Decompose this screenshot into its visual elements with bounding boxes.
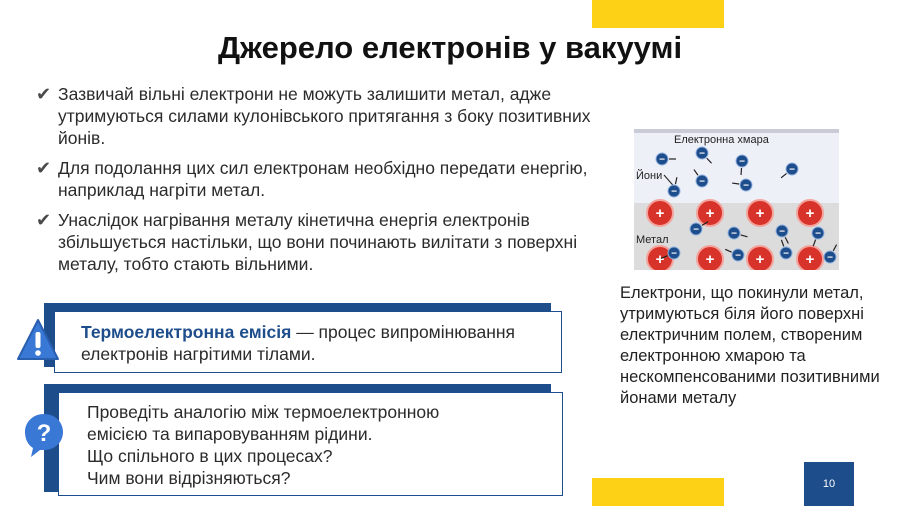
check-icon: ✔ (36, 158, 52, 178)
svg-text:+: + (805, 205, 815, 222)
svg-text:+: + (755, 205, 765, 222)
svg-text:+: + (755, 251, 765, 268)
warning-icon (16, 317, 60, 363)
ion (697, 200, 723, 226)
check-icon: ✔ (36, 84, 52, 104)
question-bubble-icon (22, 411, 66, 459)
decorative-bottom-bar (592, 478, 724, 506)
question-line: Проведіть аналогію між термоелектронною (87, 402, 440, 422)
svg-text:−: − (659, 154, 665, 166)
svg-text:+: + (655, 251, 665, 268)
question-line: емісією та випаровуванням рідини. (87, 424, 373, 444)
svg-text:−: − (739, 156, 745, 168)
ion (647, 200, 673, 226)
slide-title: Джерело електронів у вакуумі (217, 30, 683, 65)
svg-text:−: − (779, 226, 785, 238)
svg-text:−: − (735, 250, 741, 262)
bullet-text: Унаслідок нагрівання металу кінетична енергія електронів збільшується настільки, що вони починають вилітати з поверхні металу, тобто стають вільними. (58, 210, 578, 274)
electron-cloud-figure (634, 129, 839, 270)
svg-text:−: − (671, 186, 677, 198)
definition-text: — процес випромінювання електронів нагрітими тілами. (81, 322, 516, 364)
svg-text:+: + (655, 205, 665, 222)
figure-caption: Електрони, що покинули метал, утримуються біля його поверхні електричним полем, створеним електронною хмарою та нескомпенсованими позитивними йонами металу (620, 284, 880, 407)
question-box (58, 392, 563, 496)
svg-text:?: ? (36, 420, 52, 447)
svg-text:−: − (693, 224, 699, 236)
svg-text:−: − (699, 148, 705, 160)
decorative-top-bar (592, 0, 724, 28)
page-number: 10 (804, 462, 854, 506)
ion (747, 200, 773, 226)
svg-text:+: + (705, 251, 715, 268)
svg-text:−: − (789, 164, 795, 176)
svg-text:−: − (815, 228, 821, 240)
question-line: Чим вони відрізняються? (87, 468, 291, 488)
svg-text:+: + (705, 205, 715, 222)
svg-text:+: + (805, 251, 815, 268)
figure-label-ions: Йони (636, 170, 663, 182)
ion (697, 246, 723, 270)
bullet-text: Для подолання цих сил електронам необхідно передати енергію, наприклад нагріти метал. (58, 158, 588, 200)
bullet-item (36, 157, 616, 201)
ion (797, 200, 823, 226)
bullet-item (36, 209, 616, 275)
svg-text:−: − (671, 248, 677, 260)
definition-box (54, 311, 562, 373)
definition-term: Термоелектронна емісія (81, 322, 292, 342)
check-icon: ✔ (36, 210, 52, 230)
question-line: Що спільного в цих процесах? (87, 446, 333, 466)
ion (797, 246, 823, 270)
bullet-item (36, 83, 616, 149)
bullet-text: Зазвичай вільні електрони не можуть залишити метал, адже утримуються силами кулонівського притягання з боку позитивних йонів. (58, 84, 591, 148)
ion (747, 246, 773, 270)
figure-label-metal: Метал (636, 234, 669, 246)
figure-label-cloud: Електронна хмара (674, 134, 769, 146)
svg-text:−: − (731, 228, 737, 240)
svg-text:−: − (699, 176, 705, 188)
svg-text:−: − (743, 180, 749, 192)
svg-text:−: − (783, 248, 789, 260)
svg-text:−: − (827, 252, 833, 264)
